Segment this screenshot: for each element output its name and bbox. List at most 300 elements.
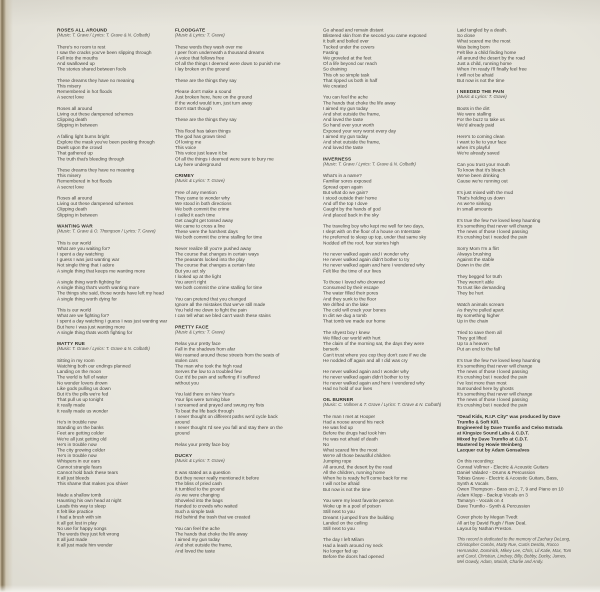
lyric-line: We're already saved — [457, 150, 500, 156]
lyric-line: Still next to you — [323, 508, 355, 515]
lyric-line: He never walked again and I wonder why — [323, 251, 409, 257]
lyric-line: Cannot hold back these tears — [57, 469, 118, 475]
lyric-line: I called it each time — [175, 211, 216, 218]
lyric-line: I had a brush with sin — [57, 514, 102, 520]
lyric-line: Not single thing that I adore — [57, 262, 115, 268]
lyric-line: and Carol, Christian, Lindsey, Billy, Bobby, Ducky, James, — [457, 553, 567, 559]
lyric-stanza — [457, 273, 571, 295]
lyric-line: It felt like practice — [57, 508, 94, 515]
lyric-line: This record is dedicated to the memory of Zachary DeLong, — [457, 536, 571, 542]
lyric-line: Woke up in a pool of poison — [323, 503, 381, 509]
lyric-line: Had a noose around his neck — [323, 419, 384, 425]
lyric-line: Free of any mention — [175, 189, 217, 195]
lyric-line: Blistered skin from the second you came exposed — [323, 32, 427, 39]
lyric-line: To beat the life back through — [175, 407, 234, 414]
lyric-line: And placed back in the sky — [323, 211, 379, 218]
lyric-line: All around the desert by the road — [457, 55, 526, 61]
lyric-line: Caught by the hands of god — [323, 206, 381, 212]
lyric-line: But here I was just wanting more — [57, 323, 126, 330]
lyric-line: What scared him the most — [323, 447, 378, 453]
lyric-line: Fall in the shadows from afar — [175, 346, 236, 352]
song-credit: (Music: T. Grave / Lyrics: T. Grave & N. Colbath) — [323, 161, 416, 167]
lyric-line: Laid tangled by a death. — [457, 27, 508, 33]
lyric-line: I can tell what we bled can't wash these stains — [175, 312, 271, 319]
song-credit: (Music & Lyrics: T. Grave) — [175, 178, 225, 184]
lyric-line: "Dead Kids, R.I.P. City" was produced by Dave — [457, 413, 561, 419]
song-credit: (Music: T. Grave / Lyrics: T. Grave & N. Colbath) — [57, 346, 150, 352]
lyric-line: On this recording: — [457, 458, 494, 464]
lyric-line: This misery — [57, 83, 81, 89]
lyric-stanza — [175, 245, 283, 290]
lyric-stanza — [57, 492, 167, 548]
lyric-line: These words they wash over me — [175, 43, 243, 50]
lyric-line: Synth & Vocals — [457, 480, 489, 487]
lyric-line: A single thing that's worth wanting more — [57, 284, 140, 291]
lyric-line: He never walked again didn't bother to try — [323, 256, 410, 263]
lyric-stanza — [57, 279, 167, 301]
lyric-stanza — [57, 307, 167, 335]
lyric-line: Your lips were turning blue — [175, 396, 231, 403]
lyric-line: It really made us wonder — [57, 407, 109, 414]
lyric-line: Don't start though — [175, 105, 212, 111]
lyric-line: Exposed your very worst every day — [323, 127, 396, 134]
lyric-line: Christopher Combs, Matty Rue, Curtis Destito, Rocco — [457, 542, 559, 548]
lyric-line: Was being born — [457, 43, 490, 50]
lyric-line: Jumping rope — [323, 458, 352, 464]
lyric-line: The news of those I loved passing — [457, 368, 528, 375]
lyric-line: This is our world — [57, 307, 92, 313]
lyric-line: That gathered up — [57, 150, 93, 156]
lyric-line: And loved the taste — [323, 144, 364, 151]
lyric-line: Tobias Grave - Electric & Acoustic Guitars, Bass, — [457, 475, 559, 481]
lyric-line: Slipping in between — [57, 122, 98, 128]
lyric-line: Serves the low to a troubled few — [175, 368, 242, 375]
lyric-line: No use for happy songs — [57, 525, 107, 531]
lyric-line: If the world would turn, just turn away — [175, 99, 253, 106]
lyric-line: The hands that choke the life away — [175, 531, 248, 537]
song-heading — [57, 223, 167, 234]
lyric-line: They got lifted — [457, 335, 487, 341]
lyric-line: Explore the mask you've been peeking through — [57, 139, 155, 145]
lyric-line: He never walked again and here I wondered why — [323, 379, 425, 386]
lyric-line: You can feel the ache — [175, 525, 220, 531]
lyric-line: The traveling boy who kept me well for two days, — [323, 223, 425, 229]
lyric-line: It all just made him wonder — [57, 542, 113, 548]
lyric-line: Down in the dirt — [457, 262, 490, 268]
lyric-stanza — [323, 94, 441, 150]
dedication-note — [457, 537, 571, 565]
song-title: DUCKY — [175, 452, 193, 459]
song-credit: (Music: C. Vollmer & T. Grave / Lyrics: T. Grave & N. Colbath) — [323, 402, 442, 408]
lyric-line: Cannot strangle fears — [57, 463, 102, 470]
lyric-line: Mixed by Dave Trumfio at C.D.T. — [457, 435, 528, 442]
lyric-line: By something higher — [457, 312, 500, 319]
lyric-line: Made a shallow tomb — [57, 491, 102, 498]
lyric-line: You laid there on New Year's — [175, 391, 235, 397]
lyric-stanza — [57, 357, 167, 413]
lyric-line: You aren't right — [175, 279, 207, 285]
lyric-line: It's something that never will change — [457, 363, 533, 369]
lyric-line: Owen Thompson - Bass on 2, 7, 9 and Piano on 10 — [457, 486, 564, 492]
lyric-stanza — [323, 537, 441, 559]
lyric-line: Nodded off the roof, four stories high — [323, 239, 400, 246]
lyric-line: The course that changes in certain ways — [175, 251, 259, 257]
lyric-line: The stories shared between fools — [57, 66, 127, 72]
lyric-line: Please don't make a sound — [175, 88, 232, 95]
song-heading — [323, 397, 441, 408]
lyric-line: As we were changing — [175, 491, 220, 498]
lyric-line: Daniel Valadez - Drums & Percussion — [457, 469, 536, 475]
lyric-line: Landing on the moon — [57, 368, 102, 375]
song-title: FLOODGATE — [175, 27, 206, 33]
lyric-line: As we're sinking — [457, 200, 491, 207]
lyric-line: I looked up at the light — [175, 273, 221, 279]
lyric-line: The man who took the high road — [175, 363, 243, 369]
lyric-line: Familiar sores exposed — [323, 178, 372, 184]
lyric-stanza — [457, 458, 571, 508]
lyric-line: Engineered by Dave Trumfio and Celso Estrada — [457, 424, 563, 431]
lyric-line: He never walked again didn't bother to try — [323, 374, 410, 380]
song-heading — [457, 89, 571, 100]
lyric-line: Ignore all the mistakes that we've still made — [175, 301, 266, 307]
lyric-line: But now is not the time — [457, 77, 505, 83]
lyric-line: The truth that's bleeding through — [57, 155, 125, 162]
lyric-line: But you act sly — [175, 267, 206, 274]
lyric-line: To know that it's bleach — [457, 167, 506, 173]
lyric-stanza — [175, 341, 283, 386]
lyric-line: A single thing thats worth fighting for — [57, 329, 133, 335]
lyric-stanza — [323, 27, 441, 89]
lyric-line: I aimed my gun today — [323, 105, 368, 111]
lyric-stanza — [323, 279, 441, 324]
lyric-line: Mel Gowdy, Adam, Mariah, Charlie and Andy. — [457, 559, 544, 565]
lyric-line: The bliss of pried cash — [175, 480, 222, 487]
lyric-line: We both commit the crime stalling for time — [175, 234, 263, 240]
song-title: OIL BURNER — [323, 396, 354, 403]
lyric-line: Of a life beyond our reach — [323, 60, 377, 67]
lyric-line: Remembered in hot floods — [57, 178, 112, 184]
lyric-line: A secret love — [57, 94, 84, 100]
lyric-line: I will not be afraid — [457, 71, 494, 78]
lyric-line: It's crushing but I needed the pain — [457, 374, 528, 380]
lyric-line: Trumfio & Soft Kill. — [457, 419, 500, 425]
lyric-line: It all just made — [57, 536, 88, 543]
song-heading — [175, 453, 283, 464]
lyric-line: We were stalling — [457, 111, 492, 117]
lyric-stanza — [457, 161, 571, 183]
lyric-line: So draining — [323, 66, 347, 72]
lyric-stanza — [457, 329, 571, 351]
lyric-line: It tumbled to the ground — [175, 486, 225, 492]
lyric-stanza — [175, 391, 283, 436]
lyric-line: Handed to crowds who waited — [175, 503, 238, 509]
lyric-line: I screamed and prayed and swung my fists — [175, 402, 265, 408]
lyric-line: We've been drinking — [457, 172, 500, 179]
lyric-line: These are the things they say — [175, 77, 237, 83]
lyric-line: Dwelt upon the crowd — [57, 144, 103, 151]
lyric-line: A voice that follows free — [175, 55, 225, 61]
lyric-line: Felt like a child finding home — [457, 49, 517, 55]
lyric-line: Layout by Nathan Preston. — [457, 525, 513, 531]
lyric-line: That pull us up tonight — [57, 396, 104, 403]
song-heading — [175, 173, 283, 184]
lyric-line: I saw the cracks you've been slipping through — [57, 49, 152, 55]
lyric-stanza — [57, 105, 167, 127]
song-title: MATTY RUE — [57, 340, 86, 347]
lyric-line: It's something that never will change — [457, 223, 533, 229]
lyric-line: To those I loved who drowned — [323, 279, 386, 285]
lyric-line: Surrounded here by ghosts — [457, 385, 514, 391]
lyric-line: Here's to coming clean — [457, 133, 505, 139]
lyric-line: The course that changes a certain fate — [175, 262, 255, 268]
lyric-line: Living out these dampened schemes — [57, 111, 134, 117]
lyric-line: Had a leash around my neck — [323, 542, 383, 548]
lyric-line: What's in a name? — [323, 172, 362, 179]
lyric-line: Haunting his own head at night — [57, 497, 122, 503]
song-credit: (Music & Lyrics: T. Grave) — [457, 94, 507, 100]
lyric-line: They came to wonder why — [175, 194, 230, 201]
production-credits — [457, 413, 571, 452]
song-title: INVERNESS — [323, 155, 352, 162]
lyric-stanza — [457, 27, 571, 83]
lyric-line: They be hurt — [457, 290, 484, 296]
lyric-line: Put an end to the fall — [457, 346, 501, 352]
song-heading — [57, 27, 167, 38]
lyric-line: Go ahead and remain distant — [323, 27, 384, 33]
lyric-stanza — [323, 173, 441, 218]
lyrics-column-4 — [457, 27, 571, 570]
lyric-stanza — [175, 441, 283, 447]
lyric-line: You can pretend that you changed — [175, 295, 247, 302]
song-title: CRIMEY — [175, 172, 194, 179]
lyric-line: You were my least favorite person — [323, 497, 394, 503]
lyric-line: I spent a day watching I guess I was just wanting war — [57, 318, 168, 324]
lyric-line: Mastered by Howie Weinberg — [457, 441, 523, 447]
lyric-stanza — [175, 469, 283, 519]
lyric-line: We're all those beautiful children — [323, 452, 391, 459]
lyric-line: All around, the desert by the road — [323, 463, 393, 470]
lyric-stanza — [323, 251, 441, 273]
lyric-line: Conrad Vollmer - Electric & Acoustic Guitars — [457, 463, 549, 470]
lyric-line: The world is full of water — [57, 374, 108, 380]
lyric-line: But they never really mentioned it before — [175, 475, 260, 481]
lyric-line: Just broken here, here on the ground — [175, 94, 253, 100]
lyric-line: I aimed my gun today — [323, 133, 368, 139]
song-title: ROSES ALL AROUND — [57, 27, 108, 33]
lyric-line: I guess I was just wanting war — [57, 256, 120, 263]
song-credit: (Music & Lyrics: T. Grave) — [175, 329, 225, 335]
lyric-line: He's in trouble now — [57, 452, 97, 459]
lyric-line: I peer from underneath a thousand dreams — [175, 49, 265, 55]
lyric-line: It's crushing but I needed the pain — [457, 234, 528, 240]
lyric-line: Such a simple task — [175, 508, 215, 515]
lyric-line: Hernandez, Dominick, Mikey Lee, Chris, Lil Katie, Max, Tom — [457, 547, 572, 553]
lyric-line: Felt like the time of our lives — [323, 267, 382, 274]
lyric-line: Watch animals scream — [457, 301, 505, 307]
lyric-line: We both commit the crime — [175, 206, 230, 212]
lyric-line: But it's the pills we're fed — [57, 391, 109, 397]
lyric-line: All the children, running home — [323, 469, 386, 475]
lyric-stanza — [175, 77, 283, 83]
lyric-line: Against the stable — [457, 256, 495, 263]
lyric-line: This misery — [57, 172, 81, 179]
lyric-line: And shot outside the frame, — [323, 139, 381, 145]
lyric-line: It's crushing but I needed the pain — [457, 402, 528, 408]
lyric-line: Clipping death — [57, 116, 87, 123]
lyric-stanza — [175, 128, 283, 167]
lyric-line: We stood in both directions — [175, 200, 232, 207]
lyric-line: Up in the chain — [457, 318, 489, 324]
lyric-line: For the buzz to take us — [457, 116, 505, 123]
lyric-line: Cause we're running out — [457, 178, 508, 184]
lyric-line: The man I met at Hooper — [323, 413, 376, 419]
song-heading — [57, 341, 167, 352]
lyric-line: A single thing worth fighting for — [57, 279, 121, 285]
lyric-line: Cover photo by Megan Tvedt — [457, 514, 518, 520]
lyric-line: It's something that never will change — [457, 391, 533, 397]
lyric-line: That's holding us down — [457, 195, 505, 201]
lyric-line: Just a child, running home — [457, 60, 512, 67]
lyric-line: I stood outside their home — [323, 195, 377, 201]
lyric-line: We came to cross a line — [175, 223, 225, 229]
lyric-line: But now is not the time — [323, 486, 371, 492]
lyric-line: Consumed by their escape — [323, 284, 379, 291]
lyric-line: Lacquer cut by Adam Gonsalves — [457, 447, 530, 453]
lyric-line: I never thought I'd see you fall and stay there on the — [175, 424, 283, 431]
lyrics-column-2 — [175, 27, 283, 559]
lyric-line: This shame that makes you shiver — [57, 480, 129, 487]
lyric-line: Before the drugs had took him — [323, 430, 386, 436]
song-heading — [323, 156, 441, 167]
lyric-line: Of all the things I deemed were sure to bury me — [175, 155, 274, 162]
lyric-line: When he is ready he'll come back for me — [323, 475, 408, 481]
lyric-line: They begged for truth — [457, 273, 502, 279]
lyric-line: Boots in the dirt — [457, 105, 490, 111]
lyric-line: A single thing worth dying for — [57, 295, 117, 302]
lyric-line: We'd already paid — [457, 122, 495, 128]
lyric-stanza — [57, 133, 167, 161]
lyric-line: Living out these dampened schemes — [57, 200, 134, 207]
lyric-stanza — [457, 133, 571, 155]
lyric-line: He was not afraid of death — [323, 435, 378, 442]
lyric-line: Leads this way to sleep — [57, 503, 106, 509]
lyric-line: Sitting in my room — [57, 357, 95, 363]
song-title: WANTING WAR — [57, 223, 93, 229]
lyric-line: Always brushing — [457, 251, 492, 257]
lyric-line: The words they just felt wrong — [57, 531, 120, 537]
lyric-line: And loved the taste — [175, 547, 216, 554]
lyric-line: The news of those I loved passing — [457, 228, 528, 235]
lyric-stanza — [57, 419, 167, 486]
lyric-line: It really made — [57, 402, 86, 408]
lyric-line: Cuz it'd be pain and suffering if I suffered — [175, 374, 260, 380]
lyric-line: It's true the few I've loved keep haunting — [457, 217, 541, 223]
lyric-line: These dreams they have no meaning — [57, 77, 135, 83]
lyric-stanza — [457, 301, 571, 323]
lyric-line: To trust like demanding — [457, 284, 506, 291]
lyric-line: But what do we gain? — [323, 189, 368, 195]
lyric-line: Tried to save them all — [457, 329, 502, 335]
lyric-stanza — [57, 44, 167, 72]
lyric-line: So close — [457, 32, 475, 39]
lyric-line: Shoveled into the bags — [175, 497, 223, 503]
lyric-stanza — [323, 329, 441, 363]
lyric-line: And they sunk to the floor — [323, 295, 377, 302]
lyric-line: Slipping in between — [57, 211, 98, 218]
lyric-line: What scared me the most — [457, 38, 511, 44]
lyric-line: We both commit the crime stalling for time — [175, 284, 263, 291]
lyric-line: Lay here underground — [175, 161, 222, 167]
lyric-line: These were the harshest days — [175, 228, 238, 235]
lyric-stanza — [457, 245, 571, 267]
lyric-stanza — [175, 189, 283, 239]
lyric-line: Get caught get tossed away — [175, 217, 234, 223]
lyric-line: This voice — [175, 144, 197, 151]
lyric-stanza — [323, 413, 441, 491]
lyric-line: It's just mixed with the mud — [457, 189, 514, 195]
lyric-line: There's no room to rest — [57, 43, 106, 50]
lyric-line: The water filled their pores — [323, 290, 379, 296]
lyric-line: He was fed up — [323, 424, 353, 431]
lyric-stanza — [175, 296, 283, 318]
lyric-line: I aimed my gun today — [175, 536, 220, 543]
lyric-line: This oh so simple task — [323, 71, 370, 78]
song-credit: (Music: T. Grave / Lyrics: T. Grave & N. Colbath) — [57, 32, 150, 38]
lyric-line: This flood has taken things — [175, 127, 231, 134]
lyric-stanza — [457, 217, 571, 239]
lyric-line: And off the top I dove — [323, 200, 368, 207]
lyric-line: The day I left Milam — [323, 536, 364, 543]
lyric-line: I've lost more than most — [457, 379, 507, 386]
lyric-line: In small amounts — [457, 206, 493, 212]
lyric-stanza — [457, 189, 571, 211]
lyric-line: berserk — [323, 346, 339, 352]
lyric-line: Roses all around — [57, 195, 93, 201]
lyric-line: The things she said, those words have left my head — [57, 290, 164, 296]
lyric-line: Remembered in hot floods — [57, 88, 112, 95]
lyric-line: around — [175, 419, 190, 425]
lyric-stanza — [323, 369, 441, 391]
song-credit: (Music & Lyrics: T. Grave) — [175, 32, 225, 38]
lyric-line: Adam Klopp - Backup Vocals on 3 — [457, 491, 528, 498]
lyric-line: He nodded off again and all I did was cry — [323, 357, 408, 363]
lyrics-column-1 — [57, 27, 167, 553]
lyric-stanza — [57, 195, 167, 217]
lyric-line: These are the things they say — [175, 116, 237, 123]
lyric-stanza — [175, 525, 283, 553]
lyric-line: I will not be afraid — [323, 480, 360, 487]
lyric-line: It's true the few I've loved keep haunting — [457, 357, 541, 363]
lyric-stanza — [175, 44, 283, 72]
lyric-stanza — [57, 77, 167, 99]
lyric-line: I never thought on different paths we'd cycle back — [175, 413, 278, 419]
lyric-line: It was stated as a question — [175, 469, 231, 475]
lyric-line: They weren't able — [457, 279, 494, 285]
lyric-line: As they're pulled apart — [457, 307, 504, 313]
lyric-stanza — [175, 117, 283, 123]
lyric-line: Of all the things I deemed were down to punish me — [175, 60, 281, 67]
lyric-stanza — [323, 223, 441, 245]
lyric-line: Relax your pretty face boy — [175, 441, 230, 447]
lyric-line: We groveled at the feet — [323, 55, 372, 61]
lyric-line: That ripped us both in half — [323, 77, 378, 83]
lyric-line: Watching both our endings planned — [57, 363, 131, 369]
lyric-line: He's in trouble now — [57, 441, 97, 447]
lyric-line: It all got lost in play — [57, 519, 97, 526]
lyric-line: Hid behind the trash that we created — [175, 514, 251, 520]
lyric-stanza — [57, 240, 167, 274]
lyric-line: And swallowed up — [57, 60, 95, 67]
